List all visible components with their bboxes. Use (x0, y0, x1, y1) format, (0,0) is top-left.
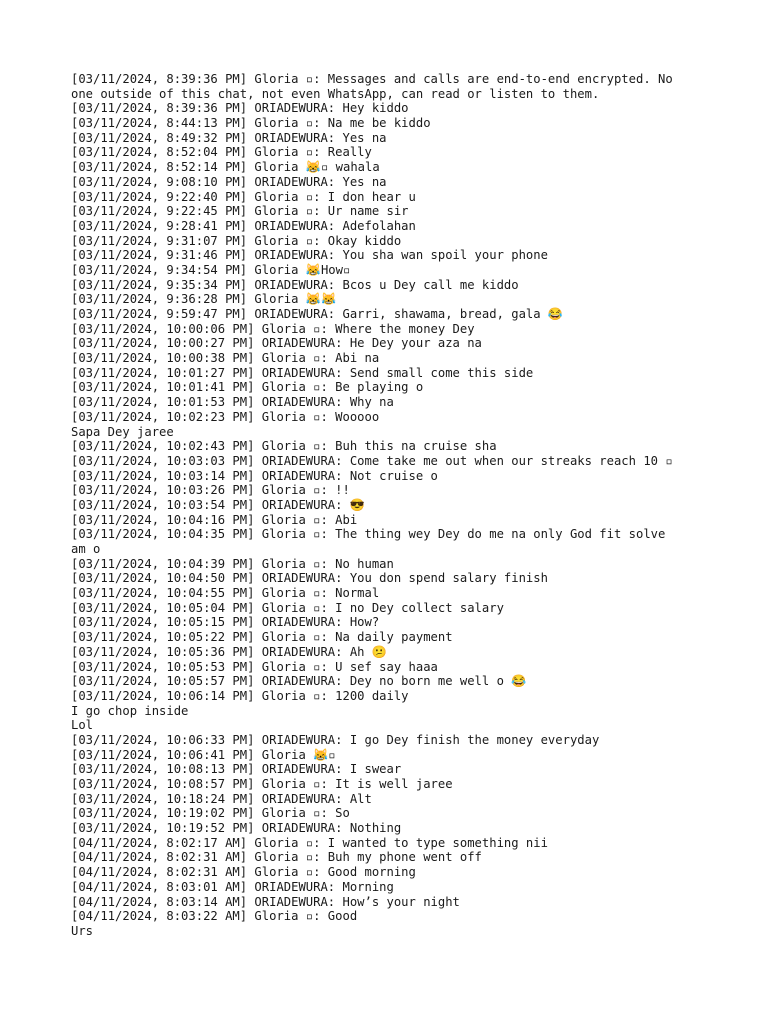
transcript-line: [03/11/2024, 10:04:55 PM] Gloria ▫: Normal (71, 586, 380, 601)
transcript-line: [04/11/2024, 8:03:14 AM] ORIADEWURA: How’s your night (71, 894, 460, 909)
transcript-line: [03/11/2024, 10:18:24 PM] ORIADEWURA: Alt (71, 791, 372, 806)
transcript-line: one outside of this chat, not even WhatsApp, can read or listen to them. (71, 86, 600, 101)
transcript-line: [03/11/2024, 8:44:13 PM] Gloria ▫: Na me be kiddo (71, 116, 431, 131)
transcript-line: [03/11/2024, 10:03:54 PM] ORIADEWURA: 😎 (71, 497, 365, 512)
transcript-line: [03/11/2024, 10:01:53 PM] ORIADEWURA: Why na (71, 395, 394, 410)
transcript-line: [03/11/2024, 9:31:46 PM] ORIADEWURA: You sha wan spoil your phone (71, 248, 548, 263)
transcript-line: [03/11/2024, 9:31:07 PM] Gloria ▫: Okay kiddo (71, 233, 402, 248)
transcript-line: [03/11/2024, 9:22:40 PM] Gloria ▫: I don hear u (71, 189, 416, 204)
transcript-line: [04/11/2024, 8:02:17 AM] Gloria ▫: I wanted to type something nii (71, 835, 548, 850)
transcript-line: [03/11/2024, 9:34:54 PM] Gloria 😹How▫ (71, 262, 351, 277)
transcript-line: [03/11/2024, 9:59:47 PM] ORIADEWURA: Garri, shawama, bread, gala 😂 (71, 307, 564, 321)
transcript-line: [03/11/2024, 10:04:50 PM] ORIADEWURA: You don spend salary finish (71, 571, 548, 586)
transcript-line: [03/11/2024, 10:19:52 PM] ORIADEWURA: Nothing (71, 821, 402, 836)
transcript-line: [03/11/2024, 10:19:02 PM] Gloria ▫: So (71, 806, 350, 821)
transcript-line: Sapa Dey jaree (71, 424, 174, 439)
chat-transcript (71, 72, 711, 939)
transcript-line: [03/11/2024, 9:35:34 PM] ORIADEWURA: Bcos u Dey call me kiddo (71, 277, 519, 292)
transcript-line: [04/11/2024, 8:02:31 AM] Gloria ▫: Buh my phone went off (71, 850, 482, 865)
transcript-line: [03/11/2024, 10:05:04 PM] Gloria ▫: I no Dey collect salary (71, 600, 504, 615)
transcript-line: [03/11/2024, 10:06:14 PM] Gloria ▫: 1200 daily (71, 688, 409, 703)
transcript-line: [03/11/2024, 10:03:03 PM] ORIADEWURA: Come take me out when our streaks reach 10 ▫ (71, 453, 673, 468)
transcript-line: [03/11/2024, 10:06:41 PM] Gloria 😹▫ (71, 747, 336, 762)
transcript-line: [03/11/2024, 8:49:32 PM] ORIADEWURA: Yes na (71, 130, 387, 145)
transcript-line: [03/11/2024, 10:01:27 PM] ORIADEWURA: Send small come this side (71, 365, 534, 380)
transcript-line: [03/11/2024, 10:01:41 PM] Gloria ▫: Be playing o (71, 380, 424, 395)
transcript-line: [04/11/2024, 8:03:01 AM] ORIADEWURA: Morning (71, 879, 394, 894)
transcript-line: Urs (71, 923, 94, 938)
transcript-line: Lol (71, 718, 94, 733)
transcript-line: [03/11/2024, 10:08:57 PM] Gloria ▫: It is well jaree (71, 777, 453, 791)
transcript-line: [03/11/2024, 10:02:23 PM] Gloria ▫: Wooooo (71, 409, 380, 424)
transcript-line: [03/11/2024, 9:28:41 PM] ORIADEWURA: Adefolahan (71, 218, 416, 233)
transcript-line: [04/11/2024, 8:03:22 AM] Gloria ▫: Good (71, 909, 358, 924)
transcript-line: [03/11/2024, 9:36:28 PM] Gloria 😹😹 (71, 292, 337, 307)
transcript-line: [03/11/2024, 10:05:22 PM] Gloria ▫: Na daily payment (71, 630, 453, 645)
transcript-line: [03/11/2024, 10:04:16 PM] Gloria ▫: Abi (71, 512, 358, 527)
transcript-line: [03/11/2024, 10:06:33 PM] ORIADEWURA: I go Dey finish the money everyday (71, 732, 600, 747)
transcript-line: [03/11/2024, 10:03:26 PM] Gloria ▫: !! (71, 483, 350, 498)
transcript-line: [03/11/2024, 10:03:14 PM] ORIADEWURA: Not cruise o (71, 468, 438, 483)
transcript-line: [03/11/2024, 8:39:36 PM] Gloria ▫: Messages and calls are end-to-end encrypted. No (71, 72, 673, 86)
transcript-line: [03/11/2024, 10:00:27 PM] ORIADEWURA: He Dey your aza na (71, 336, 482, 351)
transcript-line: [03/11/2024, 8:52:14 PM] Gloria 😹▫ wahala (71, 160, 380, 175)
transcript-line: [03/11/2024, 10:05:53 PM] Gloria ▫: U sef say haaa (71, 659, 438, 674)
transcript-line: [03/11/2024, 10:04:35 PM] Gloria ▫: The thing wey Dey do me na only God fit solve (71, 527, 666, 542)
transcript-line: [04/11/2024, 8:02:31 AM] Gloria ▫: Good morning (71, 865, 416, 880)
transcript-line: [03/11/2024, 8:39:36 PM] ORIADEWURA: Hey kiddo (71, 101, 409, 116)
transcript-line: [03/11/2024, 10:05:57 PM] ORIADEWURA: Dey no born me well o 😂 (71, 674, 527, 689)
transcript-line: [03/11/2024, 9:08:10 PM] ORIADEWURA: Yes na (71, 174, 387, 189)
transcript-line: [03/11/2024, 10:04:39 PM] Gloria ▫: No human (71, 556, 394, 571)
transcript-line: [03/11/2024, 9:22:45 PM] Gloria ▫: Ur name sir (71, 204, 409, 219)
transcript-line: [03/11/2024, 10:08:13 PM] ORIADEWURA: I swear (71, 762, 402, 777)
transcript-line: [03/11/2024, 10:00:38 PM] Gloria ▫: Abi na (71, 351, 380, 366)
transcript-line: [03/11/2024, 10:02:43 PM] Gloria ▫: Buh this na cruise sha (71, 439, 497, 454)
transcript-line: [03/11/2024, 8:52:04 PM] Gloria ▫: Really (71, 145, 372, 160)
transcript-line: [03/11/2024, 10:05:36 PM] ORIADEWURA: Ah 😕 (71, 644, 388, 659)
transcript-line: [03/11/2024, 10:00:06 PM] Gloria ▫: Where the money Dey (71, 321, 475, 336)
transcript-line: I go chop inside (71, 703, 189, 718)
transcript-line: [03/11/2024, 10:05:15 PM] ORIADEWURA: How? (71, 615, 380, 630)
transcript-line: am o (71, 542, 101, 556)
